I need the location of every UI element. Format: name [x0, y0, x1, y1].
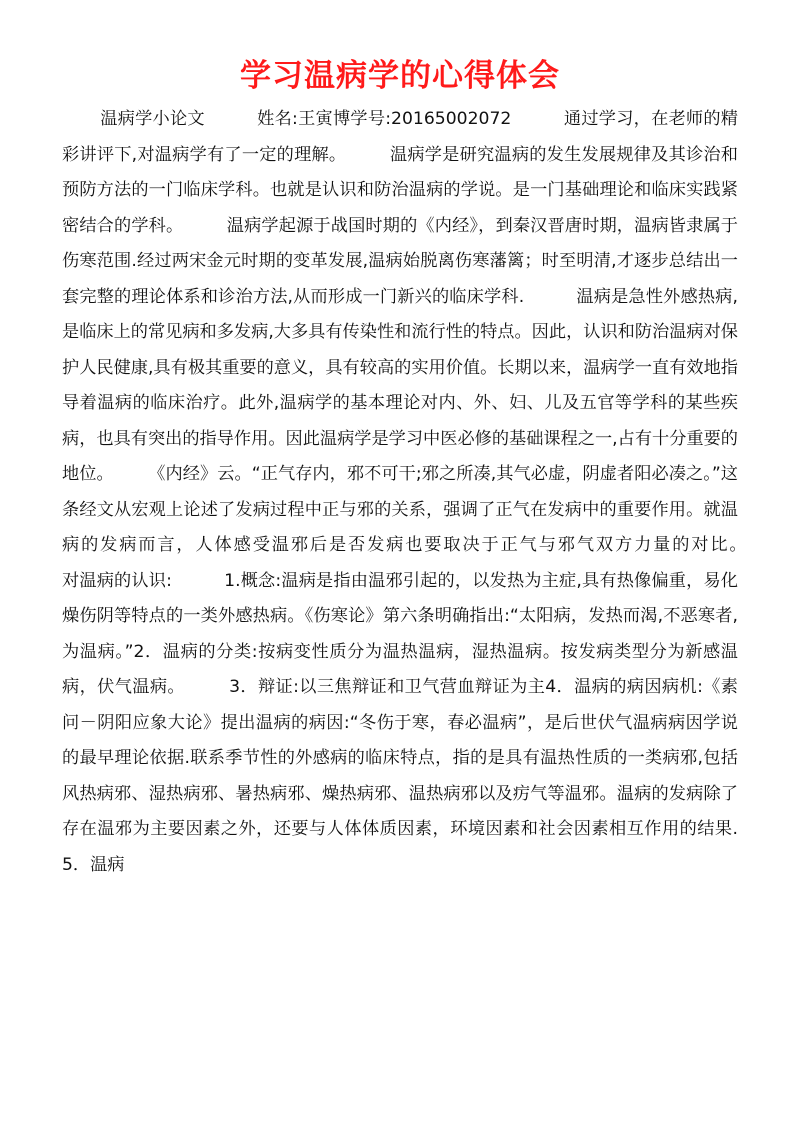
document-title: 学习温病学的心得体会	[240, 58, 560, 94]
body-paragraph-text: 温病学小论文 姓名:王寅博学号:20165002072 通过学习，在老师的精彩讲评下,对温病学有了一定的理解。 温病学是研究温病的发生发展规律及其诊治和预防方法的一门临床学科。也就是认识和防治温病的学说。是一门基础理论和临床实践紧密结合的学科。 温病学起源于战国时期的《内经》，到秦汉晋唐时期，温病皆隶属于伤寒范围.经过两宋金元时期的变革发展,温病始脱离伤寒藩篱；时至明清,才逐步总结出一套完整的理论体系和诊治方法,从而形成一门新兴的临床学科. 温病是急性外感热病,是临床上的常见病和多发病,大多具有传染性和流行性的特点。因此，认识和防治温病对保护人民健康,具有极其重要的意义，具有较高的实用价值。长期以来，温病学一直有效地指导着温病的临床治疗。此外,温病学的基本理论对内、外、妇、儿及五官等学科的某些疾病，也具有突出的指导作用。因此温病学是学习中医必修的基础课程之一,占有十分重要的地位。 《内经》云。“正气存内，邪不可干;邪之所凑,其气必虚，阴虚者阳必凑之。”这条经文从宏观上论述了发病过程中正与邪的关系，强调了正气在发病中的重要作用。就温病的发病而言，人体感受温邪后是否发病也要取决于正气与邪气双方力量的对比。 对温病的认识: 1.概念:温病是指由温邪引起的，以发热为主症,具有热像偏重，易化燥伤阴等特点的一类外感热病。《伤寒论》第六条明确指出:“太阳病，发热而渴,不恶寒者,为温病。”2．温病的分类:按病变性质分为温热温病，湿热温病。按发病类型分为新感温病，伏气温病。 3．辩证:以三焦辩证和卫气营血辩证为主4．温病的病因病机:《素问－阴阳应象大论》提出温病的病因:“冬伤于寒，春必温病”，是后世伏气温病病因学说的最早理论依据.联系季节性的外感病的临床特点，指的是具有温热性质的一类病邪,包括风热病邪、湿热病邪、暑热病邪、燥热病邪、温热病邪以及疠气等温邪。温病的发病除了存在温邪为主要因素之外，还要与人体体质因素，环境因素和社会因素相互作用的结果. 5．温病	[62, 109, 790, 875]
body-paragraph	[62, 102, 790, 883]
